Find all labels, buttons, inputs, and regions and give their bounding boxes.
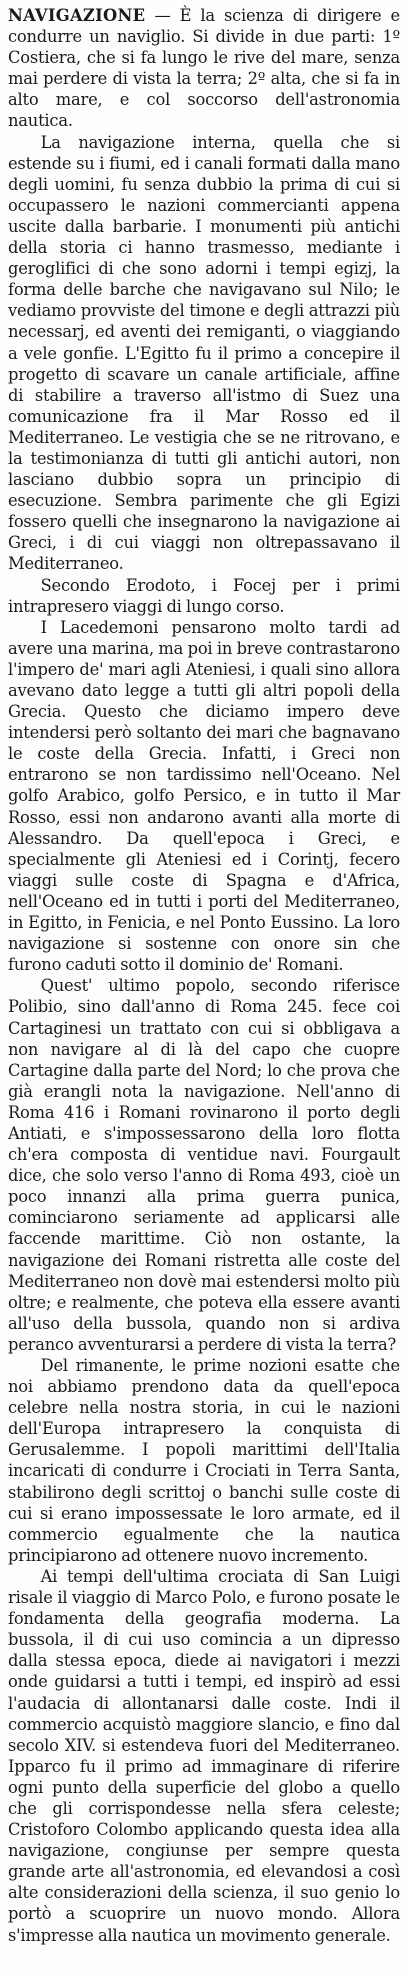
- encyclopedia-article: [8, 5, 400, 1946]
- article-paragraph-1: [8, 5, 400, 132]
- article-headword: NAVIGAZIONE: [8, 6, 146, 25]
- article-paragraph-6: Del rimanente, le prime nozioni esatte che noi abbiamo prendono data da quell'epoca celebre nella nostra storia, in cui le nazioni dell'Europa intrapresero la conquista di Gerusalemme. I popoli marittimi dell'Italia incaricati di condurre i Crociati in Terra Santa, stabilirono degli scrittoj o banchi sulle coste di cui si erano impossessate le loro armate, ed il commercio egualmente che la nautica principiarono ad ottenere nuovo incremento.: [8, 1356, 400, 1565]
- article-paragraph-1-text: — È la scienza di dirigere e condurre un naviglio. Si divide in due parti: 1º Costiera, che si fa lungo le rive del mare, senza mai perdere di vista la terra; 2º alta, che si fa in alto mare, e col soccorso dell'astronomia nautica.: [8, 6, 400, 131]
- article-paragraph-3: Secondo Erodoto, i Focej per i primi intrapresero viaggi di lungo corso.: [8, 575, 400, 616]
- article-paragraph-2: La navigazione interna, quella che si estende su i fiumi, ed i canali formati dalla mano degli uomini, fu senza dubbio la prima di cui si occupassero le nazioni commercianti appena uscite dalla barbarie. I monumenti più antichi della storia ci hanno trasmesso, mediante i geroglifici di che sono adorni i tempi egizj, la forma delle barche che navigavano sul Nilo; le vediamo provviste del timone e degli attrazzi più necessarj, ed aventi dei remiganti, o viaggiando a vele gonfie. L'Egitto fu il primo a concepire il progetto di scavare un canale artificiale, affine di stabilire a traverso all'istmo di Suez una comunicazione fra il Mar Rosso ed il Mediterraneo. Le vestigia che se ne ritrovano, e la testimonianza di tutti gli antichi autori, non lasciano dubbio sopra un principio di esecuzione. Sembra parimente che gli Egizi fossero quelli che insegnarono la navigazione ai Greci, i di cui viaggi non oltrepassavano il Mediterraneo.: [8, 132, 400, 574]
- article-paragraph-7: Ai tempi dell'ultima crociata di San Luigi risale il viaggio di Marco Polo, e furono posate le fondamenta della geografia moderna. La bussola, il di cui uso comincia a un dipresso dalla stessa epoca, diede ai navigatori i mezzi onde guidarsi a tutti i tempi, ed inspirò ad essi l'audacia di allontanarsi dalle coste. Indi il commercio acquistò maggiore slancio, e fino dal secolo XIV. si estendeva fuori del Mediterraneo. Ipparco fu il primo ad immaginare di riferire ogni punto della superficie del globo a quello che gli corrispondesse nella sfera celeste; Cristoforo Colombo applicando questa idea alla navigazione, congiunse per sempre questa grande arte all'astronomia, ed elevandosi a così alte considerazioni della scienza, il suo genio lo portò a scuoprire un nuovo mondo. Allora s'impresse alla nautica un movimento generale.: [8, 1566, 400, 1945]
- article-paragraph-5: Quest' ultimo popolo, secondo riferisce Polibio, sino dall'anno di Roma 245. fece coi Cartaginesi un trattato con cui si obbligava a non navigare al di là del capo che cuopre Cartagine dalla parte del Nord; lo che prova che già erangli nota la navigazione. Nell'anno di Roma 416 i Romani rovinarono il porto degli Antiati, e s'impossessarono della loro flotta ch'era composta di ventidue navi. Fourgault dice, che solo verso l'anno di Roma 493, cioè un poco innanzi alla prima guerra punica, cominciarono seriamente ad applicarsi alle faccende marittime. Ciò non ostante, la navigazione dei Romani ristretta alle coste del Mediterraneo non dovè mai estendersi molto più oltre; e realmente, che poteva ella essere avanti all'uso della bussola, quando non si ardiva peranco avventurarsi a perdere di vista la terra?: [8, 976, 400, 1354]
- article-paragraph-4: I Lacedemoni pensarono molto tardi ad avere una marina, ma poi in breve contrastarono l'impero de' mari agli Ateniesi, i quali sino allora avevano dato legge a tutti gli altri popoli della Grecia. Questo che diciamo impero deve intendersi però soltanto dei mari che bagnavano le coste della Grecia. Infatti, i Greci non entrarono se non tardissimo nell'Oceano. Nel golfo Arabico, golfo Persico, e in tutto il Mar Rosso, essi non andarono avanti alla morte di Alessandro. Da quell'epoca i Greci, e specialmente gli Ateniesi ed i Corintj, fecero viaggi sulle coste di Spagna e d'Africa, nell'Oceano ed in tutti i porti del Mediterraneo, in Egitto, in Fenicia, e nel Ponto Eussino. La loro navigazione si sostenne con onore sin che furono caduti sotto il dominio de' Romani.: [8, 617, 400, 975]
